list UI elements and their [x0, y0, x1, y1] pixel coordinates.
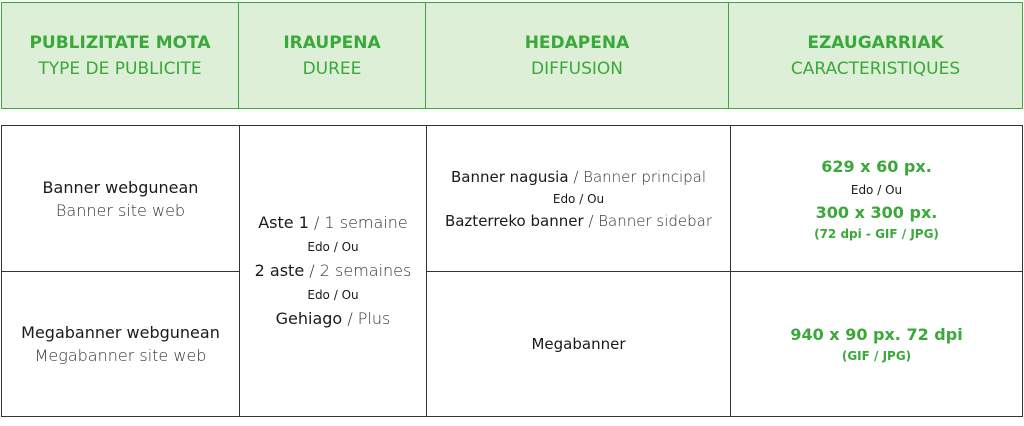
diffusion-side-eu: Bazterreko banner — [444, 211, 584, 230]
spec-size-1: 629 x 60 px. — [821, 156, 932, 176]
diffusion-sidebar-banner — [445, 210, 712, 232]
duration-or-2: Edo / Ou — [307, 288, 359, 302]
duration-3-fr: / Plus — [347, 309, 391, 328]
row2-diffusion-cell — [427, 272, 730, 416]
diffusion-side-fr: / Banner sidebar — [588, 211, 713, 230]
header-ad-type — [2, 3, 239, 108]
row2-spec-format: (GIF / JPG) — [841, 349, 912, 363]
row2-type-cell — [2, 272, 239, 416]
duration-1-fr: / 1 semaine — [314, 213, 408, 232]
header-ad-type-fr: TYPE DE PUBLICITE — [38, 58, 202, 79]
header-duration-fr: DUREE — [302, 58, 362, 79]
header-ad-type-eu: PUBLIZITATE MOTA — [29, 32, 211, 53]
row2-diffusion: Megabanner — [531, 335, 626, 353]
duration-3 — [276, 306, 391, 332]
header-duration — [239, 3, 426, 108]
duration-2-fr: / 2 semaines — [309, 261, 412, 280]
duration-2-eu: 2 aste — [254, 261, 305, 280]
header-diffusion — [426, 3, 729, 108]
row1-specs-cell — [731, 126, 1022, 271]
row1-type-fr: Banner site web — [55, 200, 186, 220]
ad-table — [1, 125, 1023, 417]
spec-or: Edo / Ou — [850, 182, 903, 197]
header-diffusion-eu: HEDAPENA — [524, 32, 630, 53]
row2-type-eu: Megabanner webgunean — [21, 323, 220, 342]
diffusion-main-eu: Banner nagusia — [450, 167, 569, 186]
row1-type-cell — [2, 126, 239, 271]
diffusion-or: Edo / Ou — [552, 191, 605, 206]
row2-type-fr: Megabanner site web — [34, 346, 207, 365]
header-characteristics — [729, 3, 1022, 108]
header-diffusion-fr: DIFFUSION — [530, 58, 623, 79]
spec-size-2: 300 x 300 px. — [815, 202, 938, 222]
row2-spec-size: 940 x 90 px. 72 dpi — [790, 325, 963, 344]
row1-diffusion-cell — [427, 126, 730, 271]
duration-or-1: Edo / Ou — [307, 240, 359, 254]
diffusion-main-banner — [451, 166, 706, 188]
row2-specs-cell — [731, 272, 1022, 416]
spec-format: (72 dpi - GIF / JPG) — [814, 226, 939, 241]
duration-cell — [240, 126, 426, 416]
row1-type-eu: Banner webgunean — [42, 177, 199, 197]
header-characteristics-eu: EZAUGARRIAK — [807, 32, 944, 53]
diffusion-main-fr: / Banner principal — [573, 167, 706, 186]
duration-2 — [255, 258, 412, 284]
duration-1 — [258, 210, 408, 236]
duration-3-eu: Gehiago — [275, 309, 343, 328]
table-header — [1, 2, 1023, 109]
header-duration-eu: IRAUPENA — [283, 32, 381, 53]
header-characteristics-fr: CARACTERISTIQUES — [790, 58, 961, 79]
duration-1-eu: Aste 1 — [258, 213, 309, 232]
